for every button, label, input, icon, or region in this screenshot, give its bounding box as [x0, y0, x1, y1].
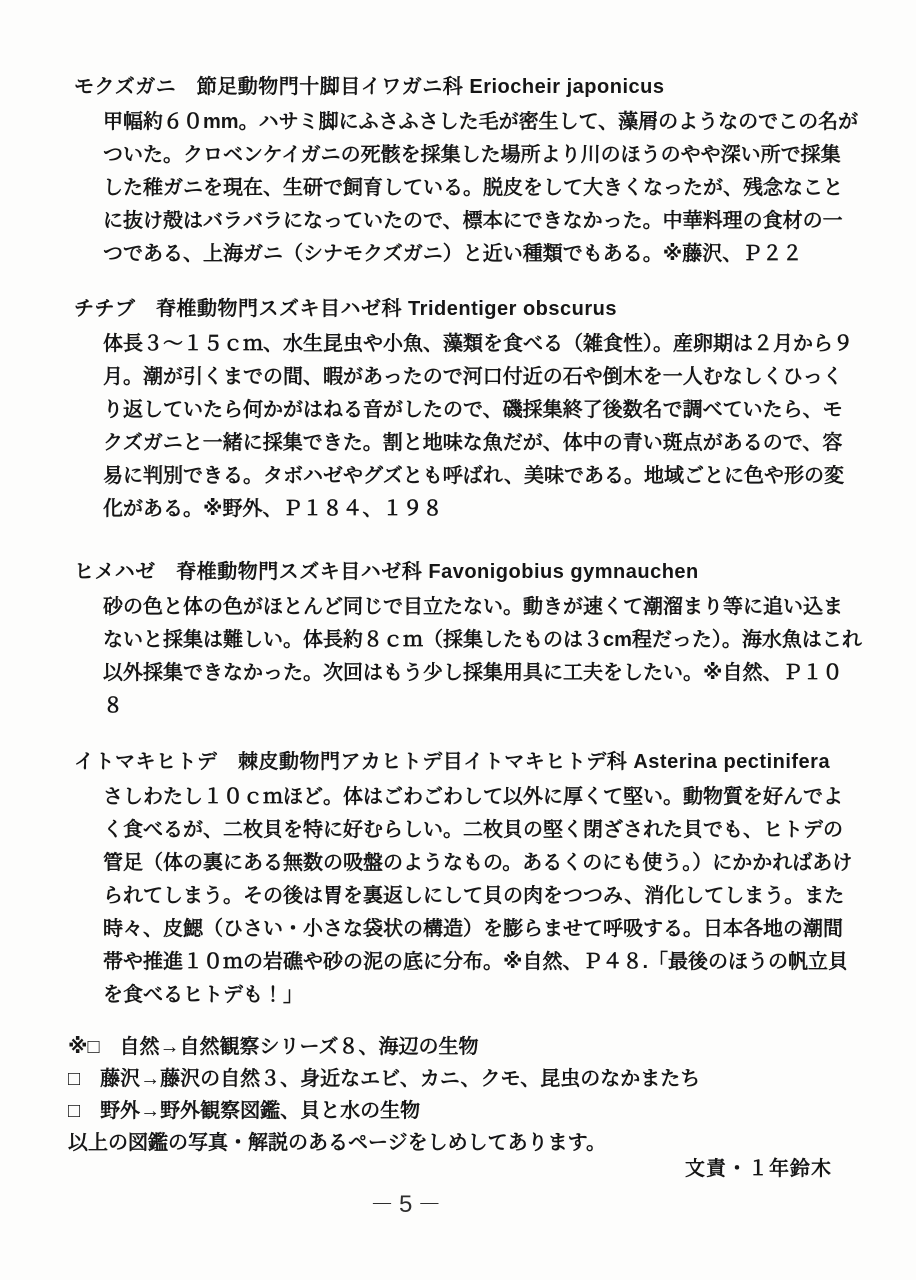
species-section-mokuzugani — [74, 71, 858, 271]
section-body — [74, 328, 853, 526]
section-heading: イトマキヒトデ 棘皮動物門アカヒトデ目イトマキヒトデ科 Asterina pectinifera — [74, 751, 831, 773]
paragraph-line: した稚ガニを現在、生研で飼育している。脱皮をして大きくなったが、残念なこと — [103, 177, 843, 199]
page-number: －5－ — [370, 1191, 447, 1218]
section-body — [74, 781, 852, 1012]
reference-legend — [68, 1031, 700, 1159]
section-heading: チチブ 脊椎動物門スズキ目ハゼ科 Tridentiger obscurus — [74, 298, 617, 320]
section-heading: ヒメハゼ 脊椎動物門スズキ目ハゼ科 Favonigobius gymnauchen — [74, 561, 699, 583]
paragraph-line: く食べるが、二枚貝を特に好むらしい。二枚貝の堅く閉ざされた貝でも、ヒトデの — [103, 819, 843, 841]
paragraph-line: つである、上海ガニ（シナモクズガニ）と近い種類でもある。※藤沢、Ｐ２２ — [103, 243, 803, 265]
paragraph-line: ないと採集は難しい。体長約８ｃｍ（採集したものは３cm程だった）。海水魚はこれ — [103, 629, 862, 651]
species-section-itomakihitode — [74, 746, 852, 1012]
paragraph-line: ８ — [103, 695, 123, 717]
section-heading: モクズガニ 節足動物門十脚目イワガニ科 Eriocheir japonicus — [74, 76, 665, 98]
paragraph-line: られてしまう。その後は胃を裏返しにして貝の肉をつつみ、消化してしまう。また — [103, 885, 845, 907]
paragraph-line: 時々、皮鰓（ひさい・小さな袋状の構造）を膨らませて呼吸する。日本各地の潮間 — [103, 918, 843, 940]
paragraph-line: に抜け殻はバラバラになっていたので、標本にできなかった。中華料理の食材の一 — [103, 210, 843, 232]
paragraph-line: 化がある。※野外、Ｐ１８４、１９８ — [103, 498, 443, 520]
paragraph-line: さしわたし１０ｃｍほど。体はごわごわして以外に厚くて堅い。動物質を好んでよ — [103, 786, 843, 808]
paragraph-line: ついた。クロベンケイガニの死骸を採集した場所より川のほうのやや深い所で採集 — [103, 144, 841, 166]
author-credit: 文責・１年鈴木 — [685, 1158, 832, 1180]
paragraph-line: り返していたら何かがはねる音がしたので、磯採集終了後数名で調べていたら、モ — [103, 399, 843, 421]
legend-line: □ 藤沢→藤沢の自然３、身近なエビ、カニ、クモ、昆虫のなかまたち — [68, 1068, 701, 1090]
paragraph-line: 管足（体の裏にある無数の吸盤のようなもの。あるくのにも使う。）にかかればあけ — [103, 852, 853, 874]
paragraph-line: 易に判別できる。タボハゼやグズとも呼ばれ、美味である。地域ごとに色や形の変 — [103, 465, 844, 487]
legend-line: □ 野外→野外観察図鑑、貝と水の生物 — [68, 1100, 421, 1122]
paragraph-line: を食べるヒトデも！」 — [103, 984, 303, 1006]
paragraph-line: 以外採集できなかった。次回はもう少し採集用具に工夫をしたい。※自然、Ｐ１０ — [103, 662, 843, 684]
section-body — [74, 591, 862, 723]
paragraph-line: 月。潮が引くまでの間、暇があったので河口付近の石や倒木を一人むなしくひっく — [103, 366, 843, 388]
legend-line: ※□ 自然→自然観察シリーズ８、海辺の生物 — [68, 1036, 479, 1058]
paragraph-line: 体長３～１５ｃｍ、水生昆虫や小魚、藻類を食べる（雑食性）。産卵期は２月から９ — [103, 333, 853, 355]
paragraph-line: クズガニと一緒に採集できた。割と地味な魚だが、体中の青い斑点があるので、容 — [103, 432, 843, 454]
paragraph-line: 砂の色と体の色がほとんど同じで目立たない。動きが速くて潮溜まり等に追い込ま — [103, 596, 843, 618]
legend-line: 以上の図鑑の写真・解説のあるページをしめしてあります。 — [68, 1132, 606, 1154]
species-section-himehaze — [74, 556, 862, 723]
paragraph-line: 甲幅約６０mm。ハサミ脚にふさふさした毛が密生して、藻屑のようなのでこの名が — [103, 111, 859, 133]
paragraph-line: 帯や推進１０ｍの岩礁や砂の泥の底に分布。※自然、Ｐ４８.「最後のほうの帆立貝 — [103, 951, 848, 973]
section-body — [74, 106, 858, 271]
species-section-chichibu — [74, 293, 853, 526]
